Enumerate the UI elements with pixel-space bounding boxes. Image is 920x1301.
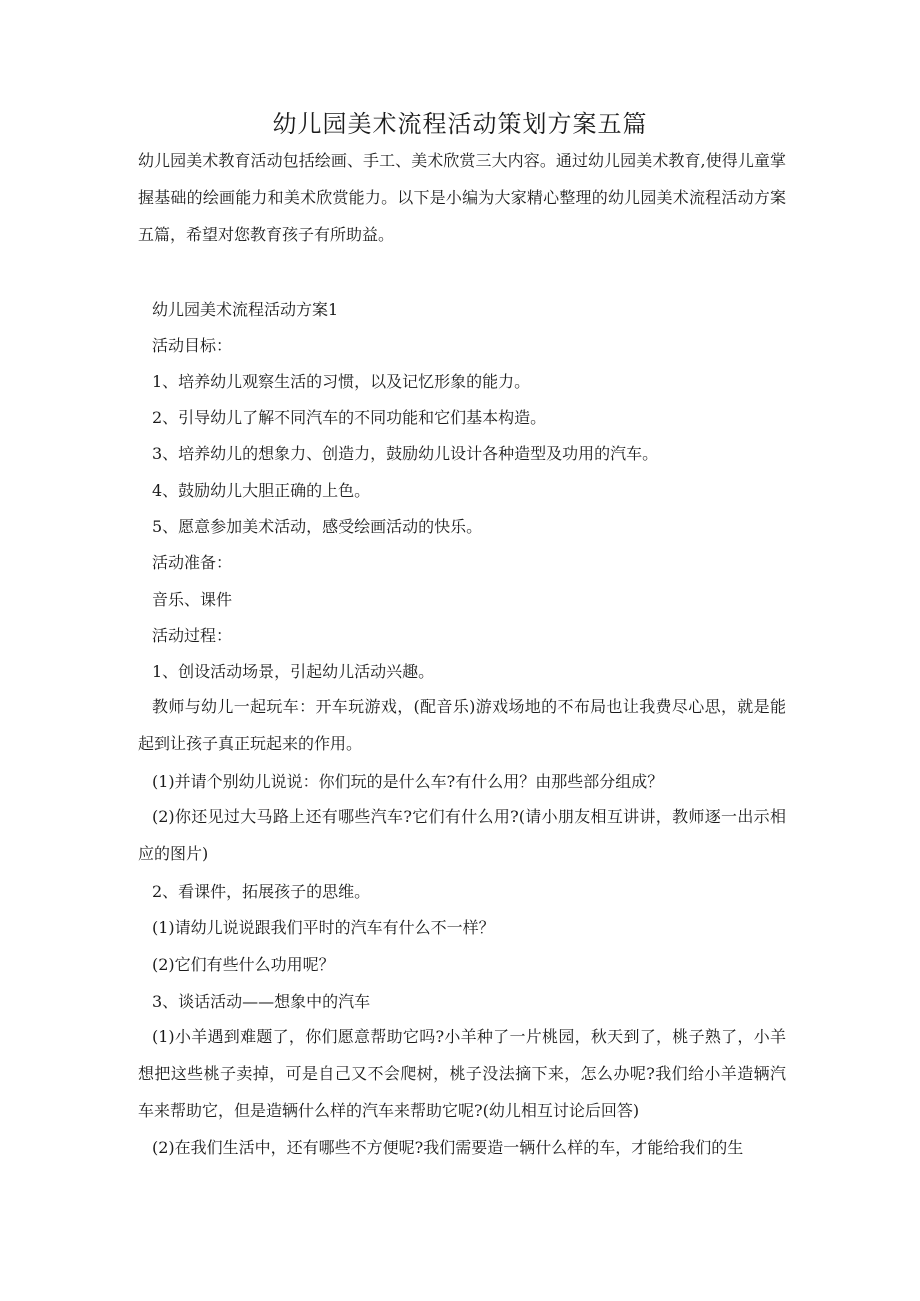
question-item: (1)请幼儿说说跟我们平时的汽车有什么不一样？ — [152, 918, 495, 937]
step-heading: 1、创设活动场景，引起幼儿活动兴趣。 — [152, 662, 435, 681]
goal-item: 2、引导幼儿了解不同汽车的不同功能和它们基本构造。 — [152, 408, 547, 427]
question-item: (1)并请个别幼儿说说：你们玩的是什么车?有什么用？由那些部分组成？ — [152, 772, 664, 791]
question-item: (2)在我们生活中，还有哪些不方便呢?我们需要造一辆什么样的车，才能给我们的生 — [152, 1138, 744, 1157]
step-heading: 2、看课件，拓展孩子的思维。 — [152, 882, 371, 901]
step-paragraph: 教师与幼儿一起玩车：开车玩游戏，(配音乐)游戏场地的不布局也让我费尽心思，就是能起到让孩子真正玩起来的作用。 — [138, 697, 786, 753]
intro-paragraph: 幼儿园美术教育活动包括绘画、手工、美术欣赏三大内容。通过幼儿园美术教育,使得儿童掌握基础的绘画能力和美术欣赏能力。以下是小编为大家精心整理的幼儿园美术流程活动方案五篇，希望对您教育孩子有所助益。 — [138, 151, 786, 244]
prep-heading: 活动准备： — [152, 553, 233, 572]
goals-heading: 活动目标： — [152, 336, 233, 355]
document-title: 幼儿园美术流程活动策划方案五篇 — [272, 110, 648, 138]
goal-item: 1、培养幼儿观察生活的习惯，以及记忆形象的能力。 — [152, 372, 531, 391]
step-heading: 3、谈话活动——想象中的汽车 — [152, 992, 371, 1011]
question-item: (2)它们有些什么功用呢？ — [152, 955, 335, 974]
process-heading: 活动过程： — [152, 626, 233, 645]
goal-item: 5、愿意参加美术活动，感受绘画活动的快乐。 — [152, 517, 483, 536]
goal-item: 4、鼓励幼儿大胆正确的上色。 — [152, 481, 371, 500]
question-item: (1)小羊遇到难题了，你们愿意帮助它吗?小羊种了一片桃园，秋天到了，桃子熟了，小羊想把这些桃子卖掉，可是自己又不会爬树，桃子没法摘下来，怎么办呢?我们给小羊造辆汽车来帮助它，但是造辆什么样的汽车来帮助它呢?(幼儿相互讨论后回答) — [138, 1027, 786, 1120]
goal-item: 3、培养幼儿的想象力、创造力，鼓励幼儿设计各种造型及功用的汽车。 — [152, 444, 659, 463]
prep-content: 音乐、课件 — [152, 590, 233, 609]
section-title: 幼儿园美术流程活动方案1 — [152, 300, 339, 319]
question-item: (2)你还见过大马路上还有哪些汽车?它们有什么用?(请小朋友相互讲讲，教师逐一出示相应的图片) — [138, 807, 786, 863]
